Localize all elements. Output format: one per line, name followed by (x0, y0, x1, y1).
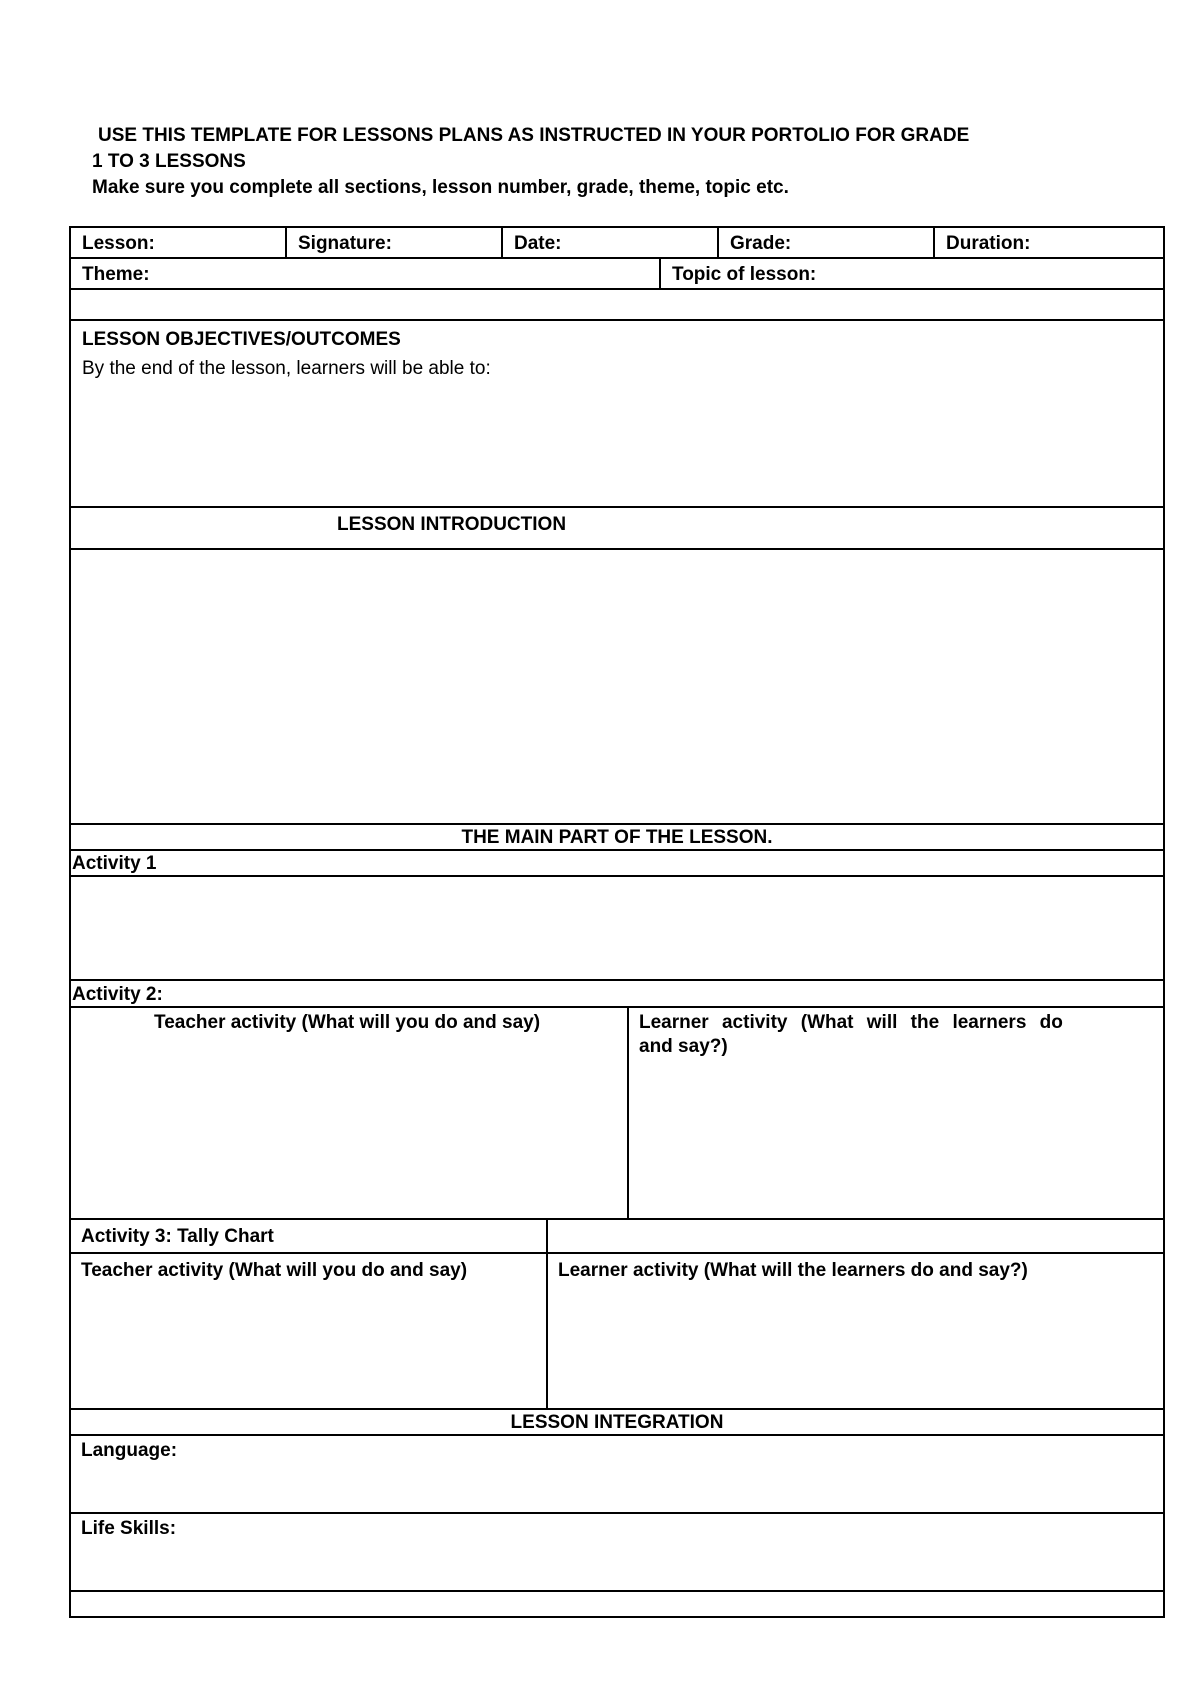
instruction-line-1: USE THIS TEMPLATE FOR LESSONS PLANS AS INSTRUCTED IN YOUR PORTOLIO FOR GRADE (98, 125, 970, 146)
activity-1-label: Activity 1 (72, 853, 157, 874)
date-field[interactable] (501, 226, 719, 259)
objectives-section[interactable] (69, 319, 1165, 508)
objectives-prompt: By the end of the lesson, learners will be able to: (82, 358, 491, 379)
instruction-line-2: 1 TO 3 LESSONS (92, 151, 246, 172)
theme-field[interactable] (69, 257, 661, 290)
activity-2-learner-label-line-1: Learner activity (What will the learners do (639, 1012, 1063, 1033)
duration-label: Duration: (946, 233, 1031, 254)
objectives-title: LESSON OBJECTIVES/OUTCOMES (82, 329, 401, 350)
final-blank-row[interactable] (69, 1590, 1165, 1618)
activity-3-teacher-label: Teacher activity (What will you do and say) (81, 1260, 468, 1281)
lesson-field[interactable] (69, 226, 287, 259)
duration-field[interactable] (933, 226, 1165, 259)
activity-3-learner-box[interactable] (546, 1252, 1165, 1410)
life-skills-section[interactable] (69, 1512, 1165, 1592)
instruction-line-3: Make sure you complete all sections, lesson number, grade, theme, topic etc. (92, 177, 789, 198)
activity-2-header (69, 979, 1165, 1008)
topic-field[interactable] (659, 257, 1165, 290)
activity-1-header (69, 849, 1165, 877)
grade-field[interactable] (717, 226, 935, 259)
introduction-body[interactable] (69, 548, 1165, 825)
theme-label: Theme: (82, 264, 150, 285)
activity-3-learner-label: Learner activity (What will the learners do and say?) (558, 1260, 1028, 1281)
date-label: Date: (514, 233, 562, 254)
lesson-label: Lesson: (82, 233, 155, 254)
introduction-header (69, 506, 1165, 550)
main-part-title: THE MAIN PART OF THE LESSON. (461, 827, 773, 848)
language-label: Language: (81, 1440, 178, 1461)
signature-field[interactable] (285, 226, 503, 259)
topic-label: Topic of lesson: (672, 264, 817, 285)
blank-row[interactable] (69, 288, 1165, 321)
activity-3-teacher-box[interactable] (69, 1252, 548, 1410)
activity-2-teacher-label: Teacher activity (What will you do and say) (154, 1012, 541, 1033)
language-section[interactable] (69, 1434, 1165, 1514)
signature-label: Signature: (298, 233, 392, 254)
integration-title: LESSON INTEGRATION (510, 1412, 724, 1433)
activity-2-learner-box[interactable] (627, 1006, 1165, 1220)
introduction-title: LESSON INTRODUCTION (337, 514, 567, 535)
activity-2-label: Activity 2: (72, 984, 163, 1005)
activity-3-header (69, 1218, 548, 1254)
activity-3-label: Activity 3: Tally Chart (81, 1226, 274, 1247)
activity-1-body[interactable] (69, 875, 1165, 981)
life-skills-label: Life Skills: (81, 1518, 177, 1539)
grade-label: Grade: (730, 233, 792, 254)
activity-3-blank[interactable] (546, 1218, 1165, 1254)
integration-header (69, 1408, 1165, 1436)
main-part-header (69, 823, 1165, 851)
activity-2-teacher-box[interactable] (69, 1006, 629, 1220)
activity-2-learner-label-line-2: and say?) (639, 1036, 728, 1057)
